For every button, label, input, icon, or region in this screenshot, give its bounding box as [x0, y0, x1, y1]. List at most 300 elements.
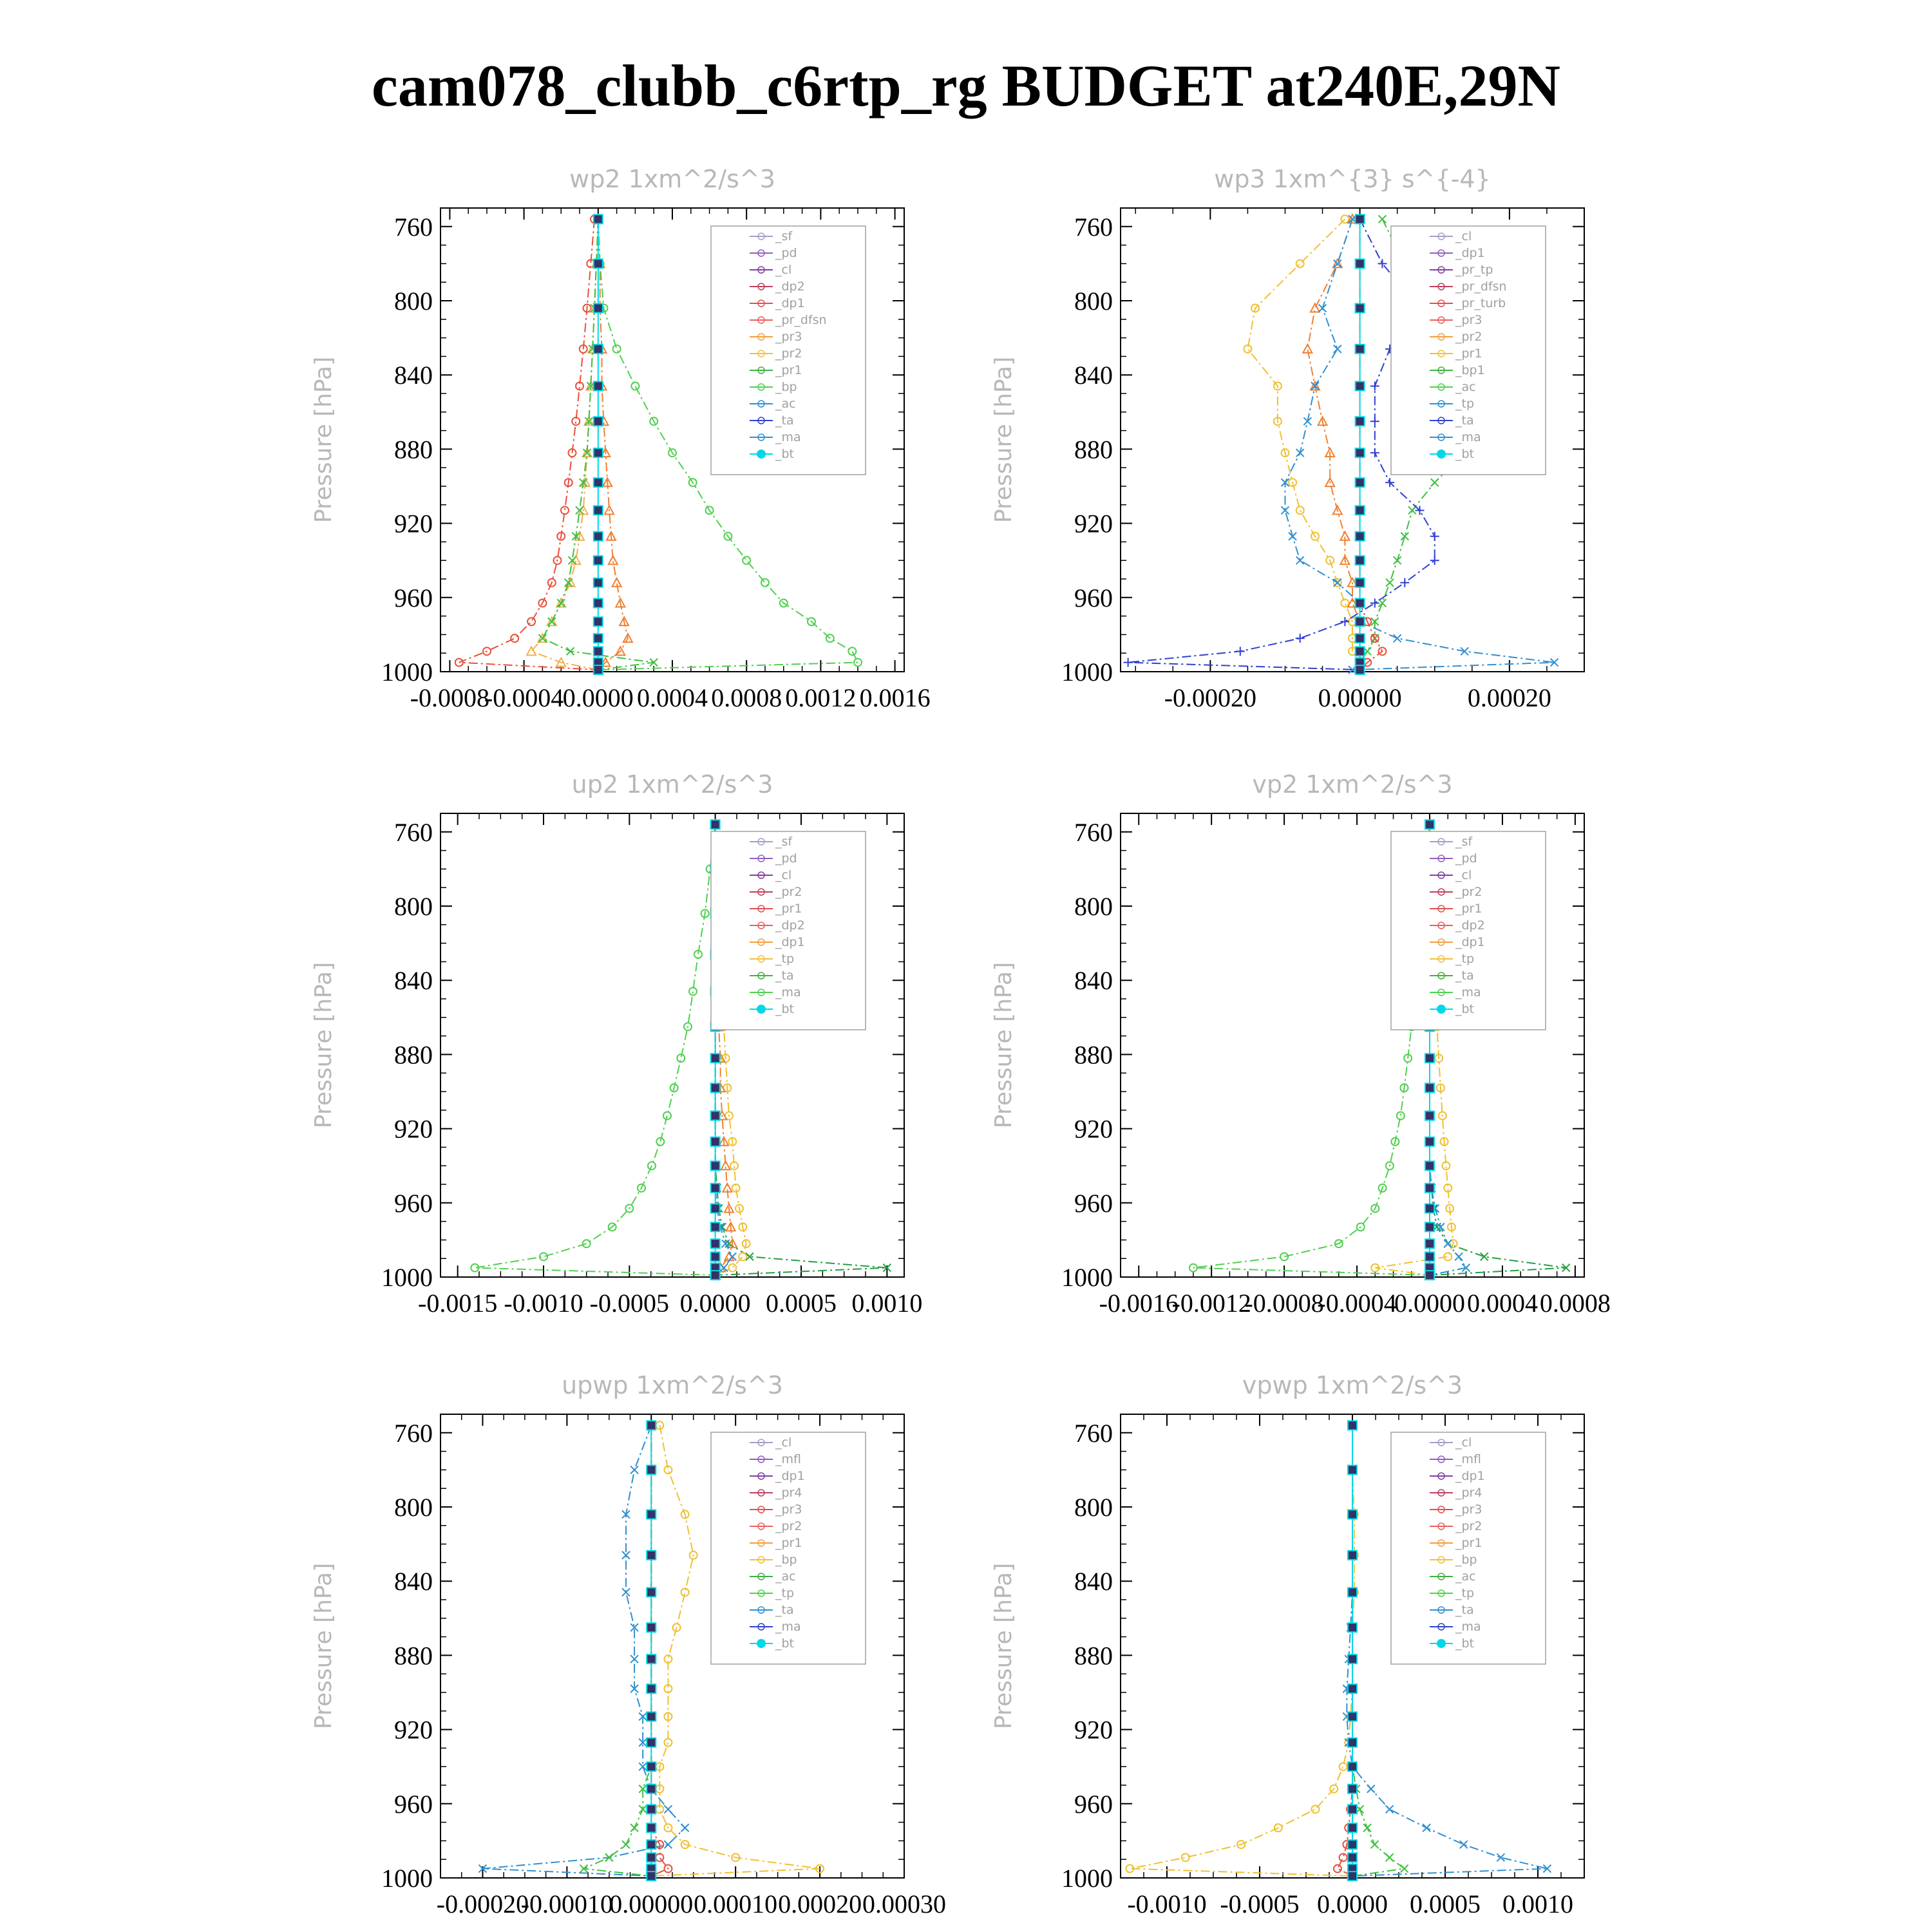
data-point [711, 1252, 720, 1261]
legend-label: _bp1 [1455, 363, 1485, 377]
legend-label: _bt [1455, 447, 1475, 461]
legend-marker [757, 1639, 766, 1648]
series-bt [1348, 1421, 1357, 1880]
legend-label: _sf [1455, 835, 1473, 849]
data-point [1378, 215, 1386, 223]
data-point [1348, 1804, 1357, 1814]
series-dp1 [471, 820, 719, 1279]
data-point [1455, 1253, 1463, 1260]
data-point [711, 1083, 720, 1092]
data-point [647, 1684, 656, 1693]
y-tick-label: 960 [394, 1188, 433, 1218]
legend-marker [757, 450, 766, 459]
legend-label: _tp [775, 1586, 795, 1600]
legend-label: _pr2 [775, 885, 802, 899]
data-point [1386, 1805, 1394, 1813]
data-point [594, 478, 603, 487]
series-pr1 [1126, 1421, 1358, 1880]
data-point [1340, 1763, 1347, 1770]
legend-label: _pr2 [1455, 885, 1482, 899]
panel-title: up2 1xm^2/s^3 [571, 770, 773, 799]
data-point [647, 1738, 656, 1747]
data-point [622, 1841, 630, 1848]
x-tick-label: -0.00010 [520, 1889, 614, 1918]
data-point [1348, 1587, 1357, 1596]
legend-label: _sf [775, 229, 793, 243]
data-point [1281, 506, 1289, 514]
data-point [1348, 1510, 1357, 1519]
data-point [594, 665, 603, 674]
data-point [1348, 1738, 1357, 1747]
data-point [1348, 1785, 1357, 1794]
data-point [1370, 448, 1379, 457]
y-tick-label: 880 [1074, 1040, 1113, 1070]
data-point [711, 1271, 720, 1280]
data-point [1425, 1239, 1434, 1248]
data-point [1348, 1654, 1357, 1663]
x-tick-label: 0.0005 [766, 1289, 837, 1318]
data-point [1348, 1684, 1357, 1693]
series-line [475, 824, 715, 1275]
x-tick-label: 0.0005 [1410, 1889, 1481, 1918]
legend-label: _pr_dfsn [1455, 279, 1507, 294]
data-point [711, 1222, 720, 1231]
legend-label: _ma [1455, 1620, 1481, 1634]
data-point [1423, 1824, 1430, 1832]
data-point [594, 578, 603, 587]
x-tick-label: -0.0004 [484, 683, 564, 712]
legend-label: _ta [1455, 1603, 1474, 1617]
data-point [1408, 506, 1416, 514]
data-point [1370, 417, 1379, 426]
legend-label: _dp1 [1455, 246, 1485, 260]
legend-label: _pr3 [1455, 313, 1482, 327]
data-point [1370, 598, 1379, 607]
data-point [1296, 506, 1304, 514]
data-point [583, 1240, 591, 1247]
legend-label: _cl [775, 868, 792, 882]
y-tick-label: 760 [394, 1418, 433, 1448]
data-point [1370, 381, 1379, 390]
series-line [1247, 219, 1359, 670]
panel-2 [990, 165, 1584, 712]
data-point [1425, 1161, 1434, 1170]
data-point [1425, 1252, 1434, 1261]
data-point [1394, 556, 1401, 564]
data-point [1425, 1271, 1434, 1280]
data-point [743, 556, 750, 564]
legend-label: _tp [1455, 1586, 1475, 1600]
legend-label: _bt [775, 1636, 795, 1651]
x-tick-label: 0.00020 [778, 1889, 862, 1918]
data-point [1348, 1623, 1357, 1632]
data-point [1340, 1853, 1347, 1861]
data-point [594, 448, 603, 457]
data-point [1356, 556, 1365, 565]
data-point [1401, 1865, 1408, 1873]
data-point [594, 532, 603, 541]
legend-label: _pd [1455, 851, 1477, 866]
legend-label: _pr2 [1455, 330, 1482, 344]
legend-label: _pr1 [775, 363, 802, 377]
legend-label: _dp1 [775, 1469, 805, 1483]
y-tick-label: 840 [394, 361, 433, 390]
data-point [1356, 598, 1365, 607]
data-point [639, 1763, 647, 1770]
data-point [1296, 556, 1304, 564]
legend-label: _pr1 [775, 902, 802, 916]
series-pr3 [527, 214, 603, 674]
data-point [1356, 617, 1365, 626]
series-bt [1356, 214, 1365, 674]
y-tick-label: 840 [1074, 966, 1113, 996]
y-axis-label: Pressure [hPa] [310, 356, 337, 524]
x-tick-label: 0.00000 [1318, 683, 1402, 712]
legend-label: _tp [775, 952, 795, 966]
data-point [1386, 579, 1394, 587]
data-point [711, 1204, 720, 1213]
legend-label: _ac [775, 397, 796, 411]
data-point [1460, 1841, 1468, 1848]
data-point [1356, 259, 1365, 268]
data-point [1378, 599, 1386, 607]
legend-marker [1437, 450, 1446, 459]
data-point [728, 1264, 736, 1272]
data-point [594, 598, 603, 607]
series-line [1307, 219, 1359, 670]
data-point [1348, 1823, 1357, 1832]
x-tick-label: 0.0000 [1317, 1889, 1388, 1918]
panel-1 [310, 165, 931, 712]
y-tick-label: 880 [394, 435, 433, 464]
data-point [613, 345, 621, 353]
y-tick-label: 800 [1074, 1493, 1113, 1522]
panel-title: vpwp 1xm^2/s^3 [1242, 1371, 1463, 1399]
y-tick-label: 880 [394, 1641, 433, 1671]
data-point [594, 506, 603, 515]
legend-label: _pr4 [1455, 1486, 1482, 1500]
data-point [647, 1587, 656, 1596]
data-point [681, 1824, 689, 1832]
legend-label: _ac [775, 1569, 796, 1584]
legend-label: _bt [1455, 1636, 1475, 1651]
data-point [1341, 599, 1349, 607]
x-tick-label: -0.0012 [1171, 1289, 1251, 1318]
y-tick-label: 1000 [381, 658, 433, 687]
x-tick-label: 0.0000 [562, 683, 634, 712]
series-bt [647, 1421, 656, 1880]
legend-label: _sf [775, 835, 793, 849]
data-point [647, 1785, 656, 1794]
legend-label: _pr2 [775, 1519, 802, 1533]
y-tick-label: 1000 [381, 1263, 433, 1292]
data-point [761, 579, 769, 587]
data-point [647, 1853, 656, 1862]
data-point [739, 1253, 746, 1260]
data-point [594, 647, 603, 656]
legend-label: _dp1 [775, 935, 805, 949]
x-tick-label: 0.0008 [711, 683, 782, 712]
data-point [572, 417, 580, 425]
data-point [1425, 1137, 1434, 1146]
data-point [594, 345, 603, 354]
data-point [1356, 647, 1365, 656]
data-point [854, 659, 862, 667]
data-point [527, 618, 535, 625]
y-tick-label: 800 [394, 892, 433, 921]
data-point [1356, 381, 1365, 390]
legend-label: _pr_dfsn [775, 313, 827, 327]
legend-label: _pr3 [775, 1502, 802, 1517]
y-axis-label: Pressure [hPa] [310, 961, 337, 1129]
data-point [647, 1871, 656, 1880]
data-point [630, 1824, 638, 1832]
y-tick-label: 960 [1074, 583, 1113, 612]
data-point [647, 1804, 656, 1814]
data-point [1431, 478, 1439, 486]
x-tick-label: -0.0010 [504, 1289, 583, 1318]
data-point [711, 1184, 720, 1193]
legend-label: _pd [775, 246, 797, 260]
data-point [511, 634, 518, 642]
y-tick-label: 760 [1074, 212, 1113, 242]
y-tick-label: 960 [1074, 1789, 1113, 1819]
data-point [1348, 1551, 1357, 1560]
y-tick-label: 760 [394, 212, 433, 242]
data-point [664, 1805, 672, 1813]
legend-label: _dp2 [775, 279, 805, 294]
panel-5 [310, 1371, 946, 1918]
legend-label: _pd [775, 851, 797, 866]
data-point [1334, 345, 1341, 353]
data-point [630, 1655, 638, 1663]
legend-label: _bp [1455, 1553, 1477, 1567]
data-point [1401, 533, 1408, 540]
legend-label: _tp [1455, 397, 1475, 411]
y-tick-label: 840 [394, 966, 433, 996]
data-point [1437, 1223, 1444, 1231]
x-tick-label: -0.0004 [1317, 1289, 1397, 1318]
data-point [711, 820, 720, 829]
panel-6 [990, 1371, 1584, 1918]
y-tick-label: 1000 [381, 1864, 433, 1893]
data-point [1356, 304, 1365, 313]
series-bp [580, 1421, 656, 1880]
legend-label: _cl [775, 1435, 792, 1450]
data-point [1356, 506, 1365, 515]
legend-label: _ta [1455, 969, 1474, 983]
data-point [647, 1623, 656, 1632]
x-tick-label: 0.0008 [1539, 1289, 1611, 1318]
data-point [1444, 1240, 1452, 1247]
x-tick-label: -0.0005 [589, 1289, 669, 1318]
data-point [594, 556, 603, 565]
y-tick-label: 880 [1074, 435, 1113, 464]
series-tp [478, 1421, 688, 1880]
legend-label: _tp [1455, 952, 1475, 966]
legend-label: _pr1 [775, 1536, 802, 1550]
data-point [1356, 345, 1365, 354]
data-point [1348, 1871, 1357, 1880]
data-point [1356, 448, 1365, 457]
data-point [1348, 1465, 1357, 1474]
x-tick-label: 0.0000 [1394, 1289, 1465, 1318]
y-tick-label: 920 [394, 1715, 433, 1745]
legend-label: _bp [775, 380, 797, 394]
y-tick-label: 920 [394, 509, 433, 538]
y-tick-label: 960 [394, 583, 433, 612]
series-line [1130, 1425, 1354, 1876]
data-point [1397, 1112, 1405, 1119]
data-point [1356, 578, 1365, 587]
legend-label: _pr3 [1455, 1502, 1482, 1517]
y-tick-label: 920 [394, 1114, 433, 1144]
legend-label: _ma [1455, 430, 1481, 444]
data-point [1425, 1184, 1434, 1193]
data-point [1386, 1853, 1394, 1861]
data-point [594, 304, 603, 313]
panel-title: upwp 1xm^2/s^3 [562, 1371, 783, 1399]
data-point [1289, 533, 1296, 540]
y-axis-label: Pressure [hPa] [310, 1562, 337, 1730]
legend-label: _ma [775, 985, 801, 999]
data-point [1394, 634, 1401, 642]
data-point [1334, 1865, 1341, 1873]
data-point [647, 1840, 656, 1849]
data-point [656, 1138, 664, 1146]
legend-label: _pr4 [775, 1486, 802, 1500]
data-point [1430, 556, 1439, 565]
y-tick-label: 1000 [1061, 658, 1113, 687]
data-point [711, 1137, 720, 1146]
series-dp1 [455, 215, 602, 674]
data-point [594, 214, 603, 223]
data-point [647, 1762, 656, 1771]
data-point [1356, 478, 1365, 487]
data-point [1425, 1054, 1434, 1063]
legend-label: _cl [1455, 1435, 1472, 1450]
data-point [594, 381, 603, 390]
data-point [647, 1421, 656, 1430]
data-point [1425, 1083, 1434, 1092]
legend-label: _cl [1455, 868, 1472, 882]
data-point [1481, 1253, 1488, 1260]
legend-label: _pr1 [1455, 902, 1482, 916]
data-point [647, 1465, 656, 1474]
x-tick-label: -0.0015 [418, 1289, 498, 1318]
y-tick-label: 840 [1074, 1567, 1113, 1596]
legend-label: _ta [775, 413, 794, 428]
data-point [1400, 578, 1409, 587]
x-tick-label: 0.00010 [694, 1889, 778, 1918]
series-line [459, 219, 598, 670]
data-point [1296, 634, 1305, 643]
data-point [1296, 260, 1304, 267]
legend-label: _mfl [775, 1452, 801, 1466]
x-tick-label: -0.00020 [1164, 683, 1257, 712]
x-tick-label: 0.0004 [1466, 1289, 1538, 1318]
y-tick-label: 760 [394, 817, 433, 847]
x-tick-label: 0.0010 [1502, 1889, 1573, 1918]
legend-label: _cl [775, 263, 792, 277]
data-point [1356, 214, 1365, 223]
data-point [1367, 1785, 1375, 1793]
y-tick-label: 800 [1074, 892, 1113, 921]
y-tick-label: 1000 [1061, 1864, 1113, 1893]
x-tick-label: -0.0008 [1244, 1289, 1324, 1318]
x-tick-label: 0.0016 [859, 683, 931, 712]
panel-4 [990, 770, 1611, 1318]
legend-label: _pr3 [775, 330, 802, 344]
legend-label: _dp1 [1455, 935, 1485, 949]
legend-label: _pr2 [1455, 1519, 1482, 1533]
data-point [647, 1823, 656, 1832]
legend-label: _ac [1455, 380, 1476, 394]
data-point [1363, 1824, 1371, 1832]
y-axis-label: Pressure [hPa] [990, 961, 1017, 1129]
y-tick-label: 920 [1074, 1114, 1113, 1144]
y-tick-label: 840 [394, 1567, 433, 1596]
data-point [1124, 658, 1133, 667]
data-point [664, 1739, 672, 1747]
y-tick-label: 840 [1074, 361, 1113, 390]
data-point [647, 1712, 656, 1721]
legend-label: _ta [775, 969, 794, 983]
data-point [1425, 1111, 1434, 1120]
legend-label: _dp2 [775, 918, 805, 933]
y-tick-label: 880 [1074, 1641, 1113, 1671]
legend-label: _pr2 [775, 346, 802, 361]
data-point [1425, 1222, 1434, 1231]
data-point [631, 382, 639, 390]
data-point [1348, 1712, 1357, 1721]
data-point [594, 259, 603, 268]
legend-label: _dp1 [775, 296, 805, 310]
data-point [630, 1466, 638, 1473]
x-tick-label: 0.00020 [1467, 683, 1551, 712]
data-point [1340, 617, 1349, 626]
data-point [848, 647, 856, 655]
x-tick-label: 0.0004 [637, 683, 708, 712]
data-point [561, 506, 569, 514]
data-point [1319, 305, 1327, 312]
y-tick-label: 800 [1074, 287, 1113, 316]
data-point [594, 617, 603, 626]
y-axis-label: Pressure [hPa] [990, 1562, 1017, 1730]
y-tick-label: 1000 [1061, 1263, 1113, 1292]
legend-label: _ma [775, 430, 801, 444]
series-line [1128, 219, 1435, 670]
data-point [622, 1588, 630, 1596]
x-tick-label: -0.0005 [1220, 1889, 1300, 1918]
legend-label: _pr1 [1455, 1536, 1482, 1550]
data-point [647, 1510, 656, 1519]
panel-title: wp2 1xm^2/s^3 [569, 165, 775, 193]
legend-label: _bt [775, 1002, 795, 1016]
panel-title: wp3 1xm^{3} s^{-4} [1214, 165, 1491, 193]
x-tick-label: -0.0010 [1127, 1889, 1207, 1918]
data-point [664, 1841, 672, 1848]
x-tick-label: 0.00000 [609, 1889, 694, 1918]
data-point [1371, 1841, 1379, 1848]
x-tick-label: -0.00020 [436, 1889, 529, 1918]
x-tick-label: 0.0012 [785, 683, 857, 712]
y-tick-label: 920 [1074, 509, 1113, 538]
legend-label: _pr_turb [1455, 296, 1506, 310]
legend-label: _bp [775, 1553, 797, 1567]
y-tick-label: 880 [394, 1040, 433, 1070]
data-point [1430, 532, 1439, 541]
